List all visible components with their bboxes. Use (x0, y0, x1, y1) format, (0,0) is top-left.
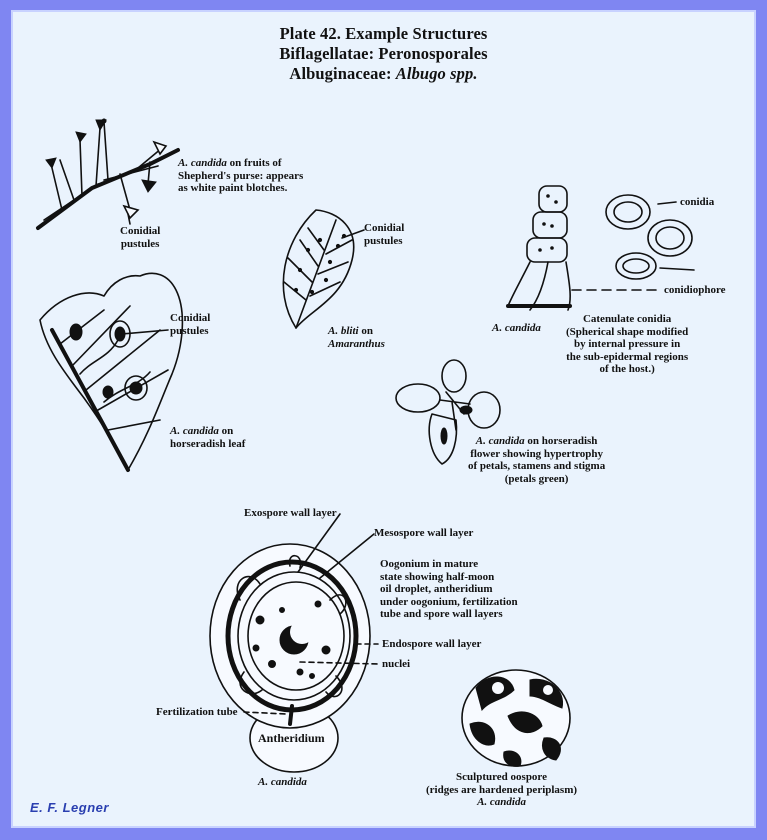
conidia-label: conidia (680, 196, 715, 208)
plate-subtitle-family: Albuginaceae: Albugo spp. (289, 64, 478, 83)
exospore-label: Exospore wall layer (244, 507, 337, 519)
plate-title: Plate 42. Example Structures (279, 24, 488, 43)
oogonium-caption: Oogonium in mature state showing half-moon oil droplet, antheridium under oogonium, fertilization tube and spore wall layers (380, 558, 518, 620)
flower-caption: A. candida on horseradish flower showing hypertrophy of petals, stamens and stigma (petals green) (468, 435, 606, 485)
conidial-pustules-label-3: Conidial pustules (170, 312, 211, 337)
catenulate-conidia-caption: Catenulate conidia (Spherical shape modified by internal pressure in the sub-epidermal regions of the host.) (566, 313, 689, 375)
endospore-label: Endospore wall layer (382, 638, 482, 650)
sculptured-oospore-drawing (462, 670, 570, 766)
nuclei-label: nuclei (382, 658, 411, 670)
shepherds-purse-caption: A. candida on fruits of Shepherd's purse: appears as white paint blotches. (178, 157, 304, 194)
conidial-pustules-label-2: Conidial pustules (364, 222, 405, 247)
conidia-species-label: A. candida (492, 322, 541, 334)
horseradish-leaf-caption: A. candida on horseradish leaf (170, 425, 246, 450)
oogonium-species-label: A. candida (258, 776, 307, 788)
shepherds-purse-drawing (38, 119, 178, 228)
conidiophore-label: conidiophore (664, 284, 726, 296)
antheridium-label: Antheridium (258, 731, 325, 745)
sculptured-oospore-caption: Sculptured oospore (ridges are hardened periplasm) A. candida (426, 771, 578, 808)
mesospore-label: Mesospore wall layer (374, 527, 474, 539)
amaranthus-caption: A. bliti on Amaranthus (328, 325, 385, 350)
fertilization-tube-label: Fertilization tube (156, 706, 238, 718)
author-credit: E. F. Legner (30, 800, 109, 815)
horseradish-leaf-drawing (40, 273, 182, 470)
plate-subtitle-order: Biflagellatae: Peronosporales (279, 44, 488, 63)
conidial-pustules-label-1: Conidial pustules (120, 225, 161, 250)
amaranthus-leaf-drawing (283, 210, 364, 328)
